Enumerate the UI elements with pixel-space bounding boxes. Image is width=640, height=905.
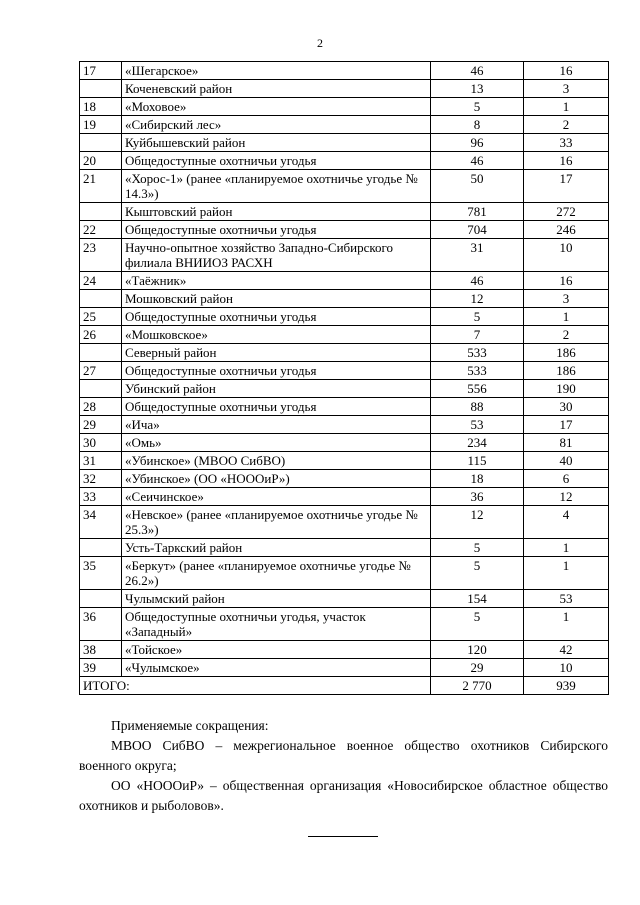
- row-value-b: 81: [524, 434, 609, 452]
- row-value-b: 3: [524, 290, 609, 308]
- row-name: «Убинское» (ОО «НОООиР»): [122, 470, 431, 488]
- total-row: [80, 677, 609, 695]
- table-row: [80, 452, 609, 470]
- row-value-a: 13: [431, 80, 524, 98]
- table-row: [80, 326, 609, 344]
- row-value-b: 6: [524, 470, 609, 488]
- row-value-b: 12: [524, 488, 609, 506]
- row-number: 23: [80, 239, 122, 272]
- row-name: Северный район: [122, 344, 431, 362]
- notes-heading: Применяемые сокращения:: [111, 718, 269, 733]
- row-value-a: 154: [431, 590, 524, 608]
- row-name: Усть-Таркский район: [122, 539, 431, 557]
- total-value-b: 939: [524, 677, 609, 695]
- row-value-a: 5: [431, 608, 524, 641]
- row-value-b: 17: [524, 416, 609, 434]
- row-value-b: 186: [524, 344, 609, 362]
- table-row: [80, 80, 609, 98]
- row-value-a: 88: [431, 398, 524, 416]
- row-number: 35: [80, 557, 122, 590]
- row-name: Убинский район: [122, 380, 431, 398]
- table-row: [80, 434, 609, 452]
- row-value-a: 31: [431, 239, 524, 272]
- row-number: 30: [80, 434, 122, 452]
- table-row: [80, 308, 609, 326]
- row-name: «Омь»: [122, 434, 431, 452]
- row-name: Общедоступные охотничьи угодья: [122, 308, 431, 326]
- row-value-a: 46: [431, 152, 524, 170]
- table-row: [80, 344, 609, 362]
- row-number: 21: [80, 170, 122, 203]
- table-row: [80, 221, 609, 239]
- row-value-a: 12: [431, 506, 524, 539]
- row-number: 38: [80, 641, 122, 659]
- row-value-a: 36: [431, 488, 524, 506]
- row-name: «Ича»: [122, 416, 431, 434]
- row-value-b: 30: [524, 398, 609, 416]
- row-name: «Тойское»: [122, 641, 431, 659]
- table-row: [80, 203, 609, 221]
- row-value-a: 50: [431, 170, 524, 203]
- row-value-a: 704: [431, 221, 524, 239]
- row-value-b: 1: [524, 539, 609, 557]
- row-number: 31: [80, 452, 122, 470]
- row-name: Общедоступные охотничьи угодья: [122, 221, 431, 239]
- row-name: «Сеичинское»: [122, 488, 431, 506]
- row-name: Мошковский район: [122, 290, 431, 308]
- row-value-b: 1: [524, 308, 609, 326]
- abbreviations-notes: [79, 716, 608, 816]
- row-number: 39: [80, 659, 122, 677]
- row-name: Кыштовский район: [122, 203, 431, 221]
- table-row: [80, 488, 609, 506]
- table-row: [80, 98, 609, 116]
- row-value-a: 781: [431, 203, 524, 221]
- row-name: Общедоступные охотничьи угодья: [122, 362, 431, 380]
- row-value-a: 533: [431, 344, 524, 362]
- row-name: «Сибирский лес»: [122, 116, 431, 134]
- table-row: [80, 659, 609, 677]
- row-value-a: 120: [431, 641, 524, 659]
- row-value-a: 46: [431, 62, 524, 80]
- row-value-a: 29: [431, 659, 524, 677]
- row-name: «Шегарское»: [122, 62, 431, 80]
- table-row: [80, 470, 609, 488]
- table-row: [80, 272, 609, 290]
- row-name: «Таёжник»: [122, 272, 431, 290]
- row-value-b: 190: [524, 380, 609, 398]
- table-row: [80, 590, 609, 608]
- row-name: «Хорос-1» (ранее «планируемое охотничье угодье № 14.3»): [122, 170, 431, 203]
- table-row: [80, 116, 609, 134]
- table-row: [80, 362, 609, 380]
- row-name: «Беркут» (ранее «планируемое охотничье угодье № 26.2»): [122, 557, 431, 590]
- table-row: [80, 506, 609, 539]
- table-body: [80, 62, 609, 695]
- row-value-b: 16: [524, 62, 609, 80]
- table-row: [80, 380, 609, 398]
- notes-line-1: МВОО СибВО – межрегиональное военное общество охотников Сибирского военного округа;: [79, 738, 608, 773]
- row-name: Чулымский район: [122, 590, 431, 608]
- row-value-b: 16: [524, 152, 609, 170]
- row-value-b: 3: [524, 80, 609, 98]
- row-value-b: 272: [524, 203, 609, 221]
- row-name: «Чулымское»: [122, 659, 431, 677]
- row-number: [80, 203, 122, 221]
- row-number: 27: [80, 362, 122, 380]
- row-number: [80, 539, 122, 557]
- row-number: 29: [80, 416, 122, 434]
- row-number: 26: [80, 326, 122, 344]
- row-value-b: 1: [524, 608, 609, 641]
- row-value-b: 2: [524, 116, 609, 134]
- row-number: 33: [80, 488, 122, 506]
- row-name: Общедоступные охотничьи угодья: [122, 398, 431, 416]
- table-row: [80, 134, 609, 152]
- row-value-b: 33: [524, 134, 609, 152]
- row-name: Общедоступные охотничьи угодья: [122, 152, 431, 170]
- row-name: «Невское» (ранее «планируемое охотничье угодье № 25.3»): [122, 506, 431, 539]
- row-number: 19: [80, 116, 122, 134]
- row-number: 18: [80, 98, 122, 116]
- row-value-b: 10: [524, 659, 609, 677]
- row-value-b: 16: [524, 272, 609, 290]
- row-value-a: 12: [431, 290, 524, 308]
- total-label: ИТОГО:: [80, 677, 431, 695]
- row-number: [80, 80, 122, 98]
- row-number: 20: [80, 152, 122, 170]
- row-name: «Моховое»: [122, 98, 431, 116]
- table-row: [80, 608, 609, 641]
- table-row: [80, 539, 609, 557]
- hunting-grounds-table: [79, 61, 609, 695]
- row-value-a: 53: [431, 416, 524, 434]
- row-value-a: 115: [431, 452, 524, 470]
- table-row: [80, 641, 609, 659]
- row-value-a: 5: [431, 539, 524, 557]
- page-number: 2: [317, 36, 323, 50]
- table-row: [80, 152, 609, 170]
- row-value-b: 186: [524, 362, 609, 380]
- row-value-a: 533: [431, 362, 524, 380]
- row-number: 22: [80, 221, 122, 239]
- row-value-a: 8: [431, 116, 524, 134]
- row-value-b: 4: [524, 506, 609, 539]
- row-value-b: 10: [524, 239, 609, 272]
- total-value-a: 2 770: [431, 677, 524, 695]
- row-number: [80, 590, 122, 608]
- table-row: [80, 557, 609, 590]
- row-name: Куйбышевский район: [122, 134, 431, 152]
- row-name: Научно-опытное хозяйство Западно-Сибирского филиала ВНИИОЗ РАСХН: [122, 239, 431, 272]
- row-number: 32: [80, 470, 122, 488]
- row-number: 25: [80, 308, 122, 326]
- table-row: [80, 239, 609, 272]
- end-divider: [308, 836, 378, 837]
- row-number: 24: [80, 272, 122, 290]
- table-row: [80, 416, 609, 434]
- row-value-a: 5: [431, 557, 524, 590]
- row-value-b: 53: [524, 590, 609, 608]
- row-number: [80, 290, 122, 308]
- row-value-a: 46: [431, 272, 524, 290]
- row-value-a: 18: [431, 470, 524, 488]
- row-number: [80, 134, 122, 152]
- table-row: [80, 398, 609, 416]
- notes-line-2: ОО «НОООиР» – общественная организация «Новосибирское областное общество охотников и рыболовов».: [79, 778, 608, 813]
- table-row: [80, 62, 609, 80]
- row-number: 28: [80, 398, 122, 416]
- row-value-b: 2: [524, 326, 609, 344]
- row-number: 34: [80, 506, 122, 539]
- row-value-b: 246: [524, 221, 609, 239]
- row-value-b: 17: [524, 170, 609, 203]
- table-row: [80, 170, 609, 203]
- row-value-b: 1: [524, 557, 609, 590]
- table-row: [80, 290, 609, 308]
- row-number: 17: [80, 62, 122, 80]
- row-number: [80, 344, 122, 362]
- row-value-b: 40: [524, 452, 609, 470]
- row-name: «Убинское» (МВОО СибВО): [122, 452, 431, 470]
- row-value-a: 234: [431, 434, 524, 452]
- row-number: [80, 380, 122, 398]
- row-value-b: 42: [524, 641, 609, 659]
- row-value-a: 5: [431, 308, 524, 326]
- row-number: 36: [80, 608, 122, 641]
- row-value-a: 5: [431, 98, 524, 116]
- row-value-a: 7: [431, 326, 524, 344]
- row-value-a: 556: [431, 380, 524, 398]
- row-value-b: 1: [524, 98, 609, 116]
- row-value-a: 96: [431, 134, 524, 152]
- row-name: Коченевский район: [122, 80, 431, 98]
- row-name: Общедоступные охотничьи угодья, участок «Западный»: [122, 608, 431, 641]
- row-name: «Мошковское»: [122, 326, 431, 344]
